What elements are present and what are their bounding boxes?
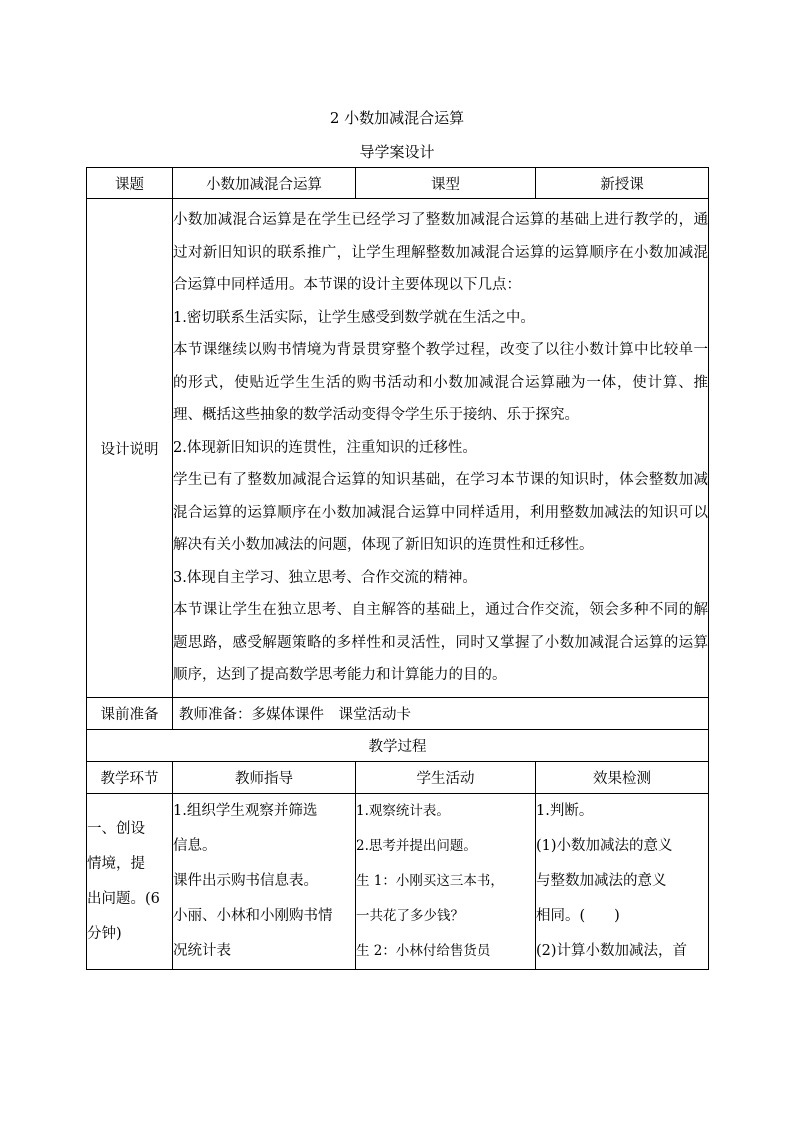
- stage-line: 出问题。(6: [87, 890, 160, 907]
- student-line: 生 2：小林付给售货员: [356, 943, 491, 959]
- design-paragraph: 本节课让学生在独立思考、自主解答的基础上，通过合作交流，领会多种不同的解题思路，感受解题策略的多样性和灵活性，同时又掌握了小数加减混合运算的运算顺序，达到了提高数学思考能力和计算能力的目的。: [173, 602, 708, 684]
- check-line: 与整数加减法的意义: [536, 873, 667, 889]
- student-line: 2.思考并提出问题。: [356, 838, 477, 854]
- check-line: (1)小数加减法的意义: [536, 838, 673, 854]
- stage-line: 一、创设: [87, 820, 145, 837]
- check-line: (2)计算小数加减法，首: [536, 943, 688, 959]
- document-subtitle: 导学案设计: [359, 143, 435, 161]
- column-header-teacher: 教师指导: [173, 762, 356, 794]
- stage-line: 分钟): [87, 925, 122, 942]
- column-header-stage: 教学环节: [87, 762, 173, 794]
- type-label: 课型: [356, 168, 536, 199]
- teacher-line: 小丽、小林和小刚购书情: [173, 908, 333, 924]
- design-label: 设计说明: [87, 199, 173, 698]
- process-heading: 教学过程: [87, 730, 709, 762]
- design-paragraph: 本节课继续以购书情境为背景贯穿整个教学过程，改变了以往小数计算中比较单一的形式，使贴近学生生活的购书活动和小数加减混合运算融为一体，使计算、推理、概括这些抽象的数学活动变得令学生乐于接纳、乐于探究。: [173, 342, 708, 424]
- stage-cell: [87, 794, 173, 970]
- prep-label: 课前准备: [87, 698, 173, 730]
- lesson-plan-table: [86, 167, 709, 970]
- design-paragraph: 1.密切联系生活实际，让学生感受到数学就在生活之中。: [173, 309, 535, 326]
- design-paragraph: 小数加减混合运算是在学生已经学习了整数加减混合运算的基础上进行教学的，通过对新旧知识的联系推广，让学生理解整数加减混合运算的运算顺序在小数加减混合运算中同样适用。本节课的设计主要体现以下几点：: [173, 212, 708, 294]
- check-line: 1.判断。: [536, 803, 594, 819]
- document-title: 2 小数加减混合运算: [329, 109, 465, 127]
- column-header-student: 学生活动: [356, 762, 536, 794]
- check-cell: [536, 794, 709, 970]
- teacher-line: 课件出示购书信息表。: [173, 873, 318, 889]
- design-paragraph: 2.体现新旧知识的连贯性，注重知识的迁移性。: [173, 439, 477, 456]
- type-value: 新授课: [536, 168, 709, 199]
- prep-content: 教师准备：多媒体课件 课堂活动卡: [173, 698, 709, 730]
- design-paragraph: 3.体现自主学习、独立思考、合作交流的精神。: [173, 569, 477, 586]
- design-paragraph: 学生已有了整数加减混合运算的知识基础，在学习本节课的知识时，体会整数加减混合运算的运算顺序在小数加减混合运算中同样适用，利用整数加减法的知识可以解决有关小数加减法的问题，体现了新旧知识的连贯性和迁移性。: [173, 472, 708, 554]
- student-line: 1.观察统计表。: [356, 803, 450, 819]
- topic-label: 课题: [87, 168, 173, 199]
- teacher-line: 况统计表: [173, 943, 231, 959]
- student-line: 生 1：小刚买这三本书，: [356, 873, 504, 889]
- student-line: 一共花了多少钱？: [356, 908, 464, 924]
- design-content: [173, 199, 709, 698]
- teacher-line: 信息。: [173, 838, 217, 854]
- teacher-line: 1.组织学生观察并筛选: [173, 803, 318, 819]
- column-header-check: 效果检测: [536, 762, 709, 794]
- student-cell: [356, 794, 536, 970]
- teacher-cell: [173, 794, 356, 970]
- check-line: 相同。( ): [536, 908, 620, 924]
- stage-line: 情境，提: [87, 855, 145, 872]
- topic-value: 小数加减混合运算: [173, 168, 356, 199]
